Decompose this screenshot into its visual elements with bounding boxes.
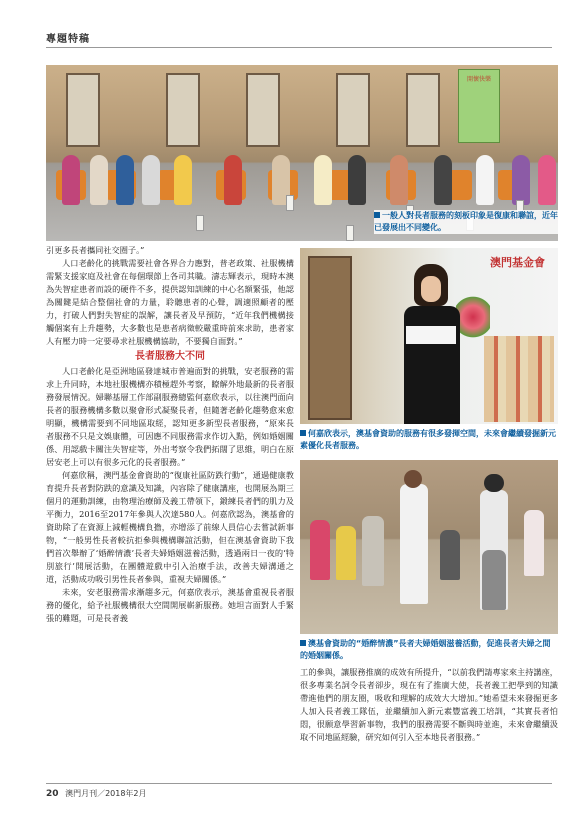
speaker-photo: [300, 248, 558, 424]
header-rule: [46, 47, 552, 48]
article-paragraph: 未來，安老服務需求漸趨多元，何嘉欣表示，澳基會重視長者服務的優化，給予社服機構很大空間開展嶄新服務。她坦言面對人手緊張的難題，可是長者義: [46, 587, 294, 623]
article-paragraph: 引更多長者攜同社交圈子。”: [46, 245, 145, 255]
photo1-caption: 一般人對長者服務的刻板印象是復康和聯誼，近年已發展出不同變化。: [374, 211, 558, 232]
article-paragraph: 人口老齡化是亞洲地區發達城市普遍面對的挑戰，安老服務的需求上升同時，本地社服機構亦積極趕外考察，瞭解外地最新的長者服務發展情況。婦聯基層工作部副服務總監何嘉欣表示，以往澳門面向長者的服務機構多數以聚會形式凝聚長者，但隨著老齡化趨勢愈來愈明顯，機構需要到不同地區取經，認知更多新型長者服務，“原來長者服務不只是文娛康體，可因應不同服務需求作切入點，例如婚姻關係、用認戲卡關注失智症等，外出考察令我們拓闊了思維，明白在原居安老上可以有很多元化的長者服務。”: [46, 366, 294, 467]
caption-bullet-icon: [300, 640, 306, 646]
article-paragraph: 何嘉欣稱，澳門基金會資助的“復康社區防跌行動”，通過健康教育提升長者對防跌的意識及知識，內容除了健康講座，也開展為期三個月的運動訓練，由物理治療師及義工帶領下，鍛練長者們的肌力及平衡力，2016至2017年參與人次達580人。何嘉欣認為，澳基會的資助除了在資源上減輕機構負擔，亦增添了前線人員信心去嘗試新事物，“一般男性長者較抗拒參與機構聯誼活動，但在澳基會資助下我們首次舉辦了‘婚醉情濃’長者夫婦婚姻滋養活動，透過兩日一夜的‘特別旅行’開展活動，在團體遊戲中引入治療手法，改善夫婦溝通之道，活動成功吸引男性長者參與，重視夫婦關係。”: [46, 470, 294, 584]
article-left-column: [46, 244, 294, 625]
caption-bullet-icon: [300, 430, 306, 436]
event-poster: 開懷快樂: [458, 69, 500, 143]
footer-rule: [46, 783, 552, 784]
article-paragraph: 人口老齡化的挑戰需要社會各界合力應對，普老政策、社服機構需緊支援家庭及社會在每個環節上各司其職。濤志輝表示，現時本澳為失智症患者而設的硬件不多，提供認知訓練的中心名額緊張，他認為關鍵是結合整個社會的力量，聆聽患者的心聲，調適照顧者的壓力，打破人們對失智症的誤解，讓長者及早預防，“近年我們機構接觸個案有上升趨勢，大多數也是患者病徵較嚴重時前來求助，患者家人有壓力時一定要尋求社服機構協助，不要獨自面對。”: [46, 258, 294, 346]
couple-activity-photo: [300, 460, 558, 634]
section-header-label: 專題特稿: [46, 34, 90, 45]
page-number: 20: [46, 789, 59, 799]
photo3-caption: 澳基會資助的“婚醉情濃”長者夫婦婚姻滋養活動，促進長者夫婦之間的婚姻關係。: [300, 639, 551, 660]
section-subheading: 長者服務大不同: [135, 351, 205, 362]
page-footer: [46, 788, 147, 799]
article-paragraph: 工的參與，讓服務推廣的成效有所提升，“以前我們請專家來主持講座，很多專業名詞令長者卻步，現在有了推廣大使，長者義工把學到的知識帶進他們的朋友圈，吸收和理解的成效大大增加。”她希望未來發掘更多人加入長者義工隊伍，並繼續加入新元素豐富義工培訓，“其實長者怕悶，很願意學習新事物，我們的服務需要不斷與時並進，未來會繼續汲取不同地區經驗，研究如何引入至本地長者服務。”: [300, 667, 558, 742]
caption-bullet-icon: [374, 212, 380, 218]
publication-name: 澳門月刊／2018年2月: [65, 789, 147, 798]
photo2-caption: 何嘉欣表示，澳基會資助的服務有很多發揮空間，未來會繼續發掘新元素優化長者服務。: [300, 429, 556, 450]
article-right-column: [300, 666, 558, 744]
foundation-sign: 澳門基金會: [490, 256, 545, 269]
